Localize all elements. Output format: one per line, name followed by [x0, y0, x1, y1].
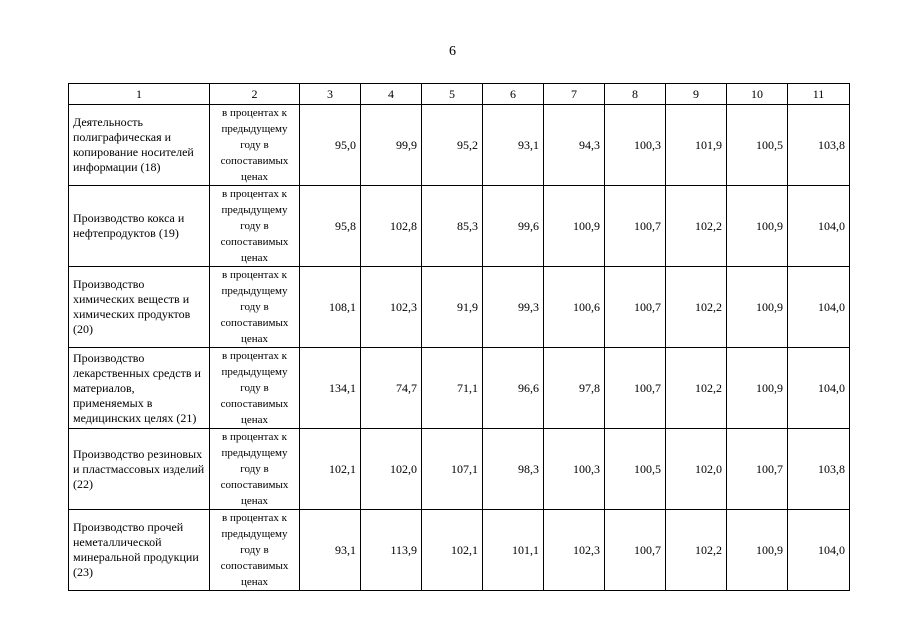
value-cell: 100,5: [605, 429, 666, 510]
table-row: [69, 186, 850, 267]
value-cell: 100,7: [727, 429, 788, 510]
table-row: [69, 267, 850, 348]
column-header-5: 5: [422, 84, 483, 105]
column-header-2: 2: [210, 84, 300, 105]
value-cell: 91,9: [422, 267, 483, 348]
value-cell: 100,9: [727, 267, 788, 348]
value-cell: 108,1: [300, 267, 361, 348]
row-unit: в процентах к предыдущему году в сопоставимых ценах: [210, 105, 300, 186]
row-unit: в процентах к предыдущему году в сопоставимых ценах: [210, 267, 300, 348]
column-header-3: 3: [300, 84, 361, 105]
row-unit: в процентах к предыдущему году в сопоставимых ценах: [210, 429, 300, 510]
value-cell: 102,3: [544, 510, 605, 591]
header-row: [69, 84, 850, 105]
value-cell: 98,3: [483, 429, 544, 510]
value-cell: 102,1: [300, 429, 361, 510]
table-row: [69, 105, 850, 186]
value-cell: 97,8: [544, 348, 605, 429]
row-name: Производство резиновых и пластмассовых изделий (22): [69, 429, 210, 510]
row-name: Производство химических веществ и химических продуктов (20): [69, 267, 210, 348]
column-header-10: 10: [727, 84, 788, 105]
value-cell: 101,9: [666, 105, 727, 186]
value-cell: 103,8: [788, 429, 850, 510]
column-header-9: 9: [666, 84, 727, 105]
column-header-11: 11: [788, 84, 850, 105]
value-cell: 104,0: [788, 348, 850, 429]
value-cell: 95,0: [300, 105, 361, 186]
row-name: Деятельность полиграфическая и копирование носителей информации (18): [69, 105, 210, 186]
value-cell: 104,0: [788, 267, 850, 348]
value-cell: 85,3: [422, 186, 483, 267]
row-name: Производство прочей неметаллической минеральной продукции (23): [69, 510, 210, 591]
value-cell: 99,6: [483, 186, 544, 267]
row-unit: в процентах к предыдущему году в сопоставимых ценах: [210, 510, 300, 591]
value-cell: 100,6: [544, 267, 605, 348]
value-cell: 100,7: [605, 267, 666, 348]
value-cell: 100,9: [727, 186, 788, 267]
row-unit: в процентах к предыдущему году в сопоставимых ценах: [210, 186, 300, 267]
row-name: Производство кокса и нефтепродуктов (19): [69, 186, 210, 267]
column-header-8: 8: [605, 84, 666, 105]
value-cell: 100,5: [727, 105, 788, 186]
value-cell: 94,3: [544, 105, 605, 186]
row-unit: в процентах к предыдущему году в сопоставимых ценах: [210, 348, 300, 429]
value-cell: 93,1: [300, 510, 361, 591]
value-cell: 104,0: [788, 186, 850, 267]
row-name: Производство лекарственных средств и материалов, применяемых в медицинских целях (21): [69, 348, 210, 429]
indicators-table: [68, 83, 850, 591]
value-cell: 99,9: [361, 105, 422, 186]
value-cell: 100,3: [544, 429, 605, 510]
page-number: 6: [449, 44, 456, 59]
value-cell: 102,3: [361, 267, 422, 348]
value-cell: 134,1: [300, 348, 361, 429]
table-header: [69, 84, 850, 105]
value-cell: 104,0: [788, 510, 850, 591]
value-cell: 113,9: [361, 510, 422, 591]
value-cell: 102,2: [666, 510, 727, 591]
value-cell: 100,9: [727, 510, 788, 591]
value-cell: 102,0: [361, 429, 422, 510]
table-body: [69, 105, 850, 591]
value-cell: 99,3: [483, 267, 544, 348]
value-cell: 102,0: [666, 429, 727, 510]
value-cell: 95,2: [422, 105, 483, 186]
value-cell: 100,7: [605, 348, 666, 429]
table-row: [69, 429, 850, 510]
value-cell: 96,6: [483, 348, 544, 429]
value-cell: 71,1: [422, 348, 483, 429]
value-cell: 102,2: [666, 348, 727, 429]
value-cell: 100,9: [727, 348, 788, 429]
value-cell: 102,2: [666, 186, 727, 267]
value-cell: 100,3: [605, 105, 666, 186]
value-cell: 102,8: [361, 186, 422, 267]
table-row: [69, 348, 850, 429]
value-cell: 100,7: [605, 186, 666, 267]
column-header-1: 1: [69, 84, 210, 105]
value-cell: 74,7: [361, 348, 422, 429]
value-cell: 102,2: [666, 267, 727, 348]
value-cell: 100,9: [544, 186, 605, 267]
column-header-7: 7: [544, 84, 605, 105]
table-row: [69, 510, 850, 591]
value-cell: 102,1: [422, 510, 483, 591]
column-header-6: 6: [483, 84, 544, 105]
value-cell: 107,1: [422, 429, 483, 510]
column-header-4: 4: [361, 84, 422, 105]
value-cell: 100,7: [605, 510, 666, 591]
value-cell: 101,1: [483, 510, 544, 591]
value-cell: 93,1: [483, 105, 544, 186]
value-cell: 103,8: [788, 105, 850, 186]
value-cell: 95,8: [300, 186, 361, 267]
